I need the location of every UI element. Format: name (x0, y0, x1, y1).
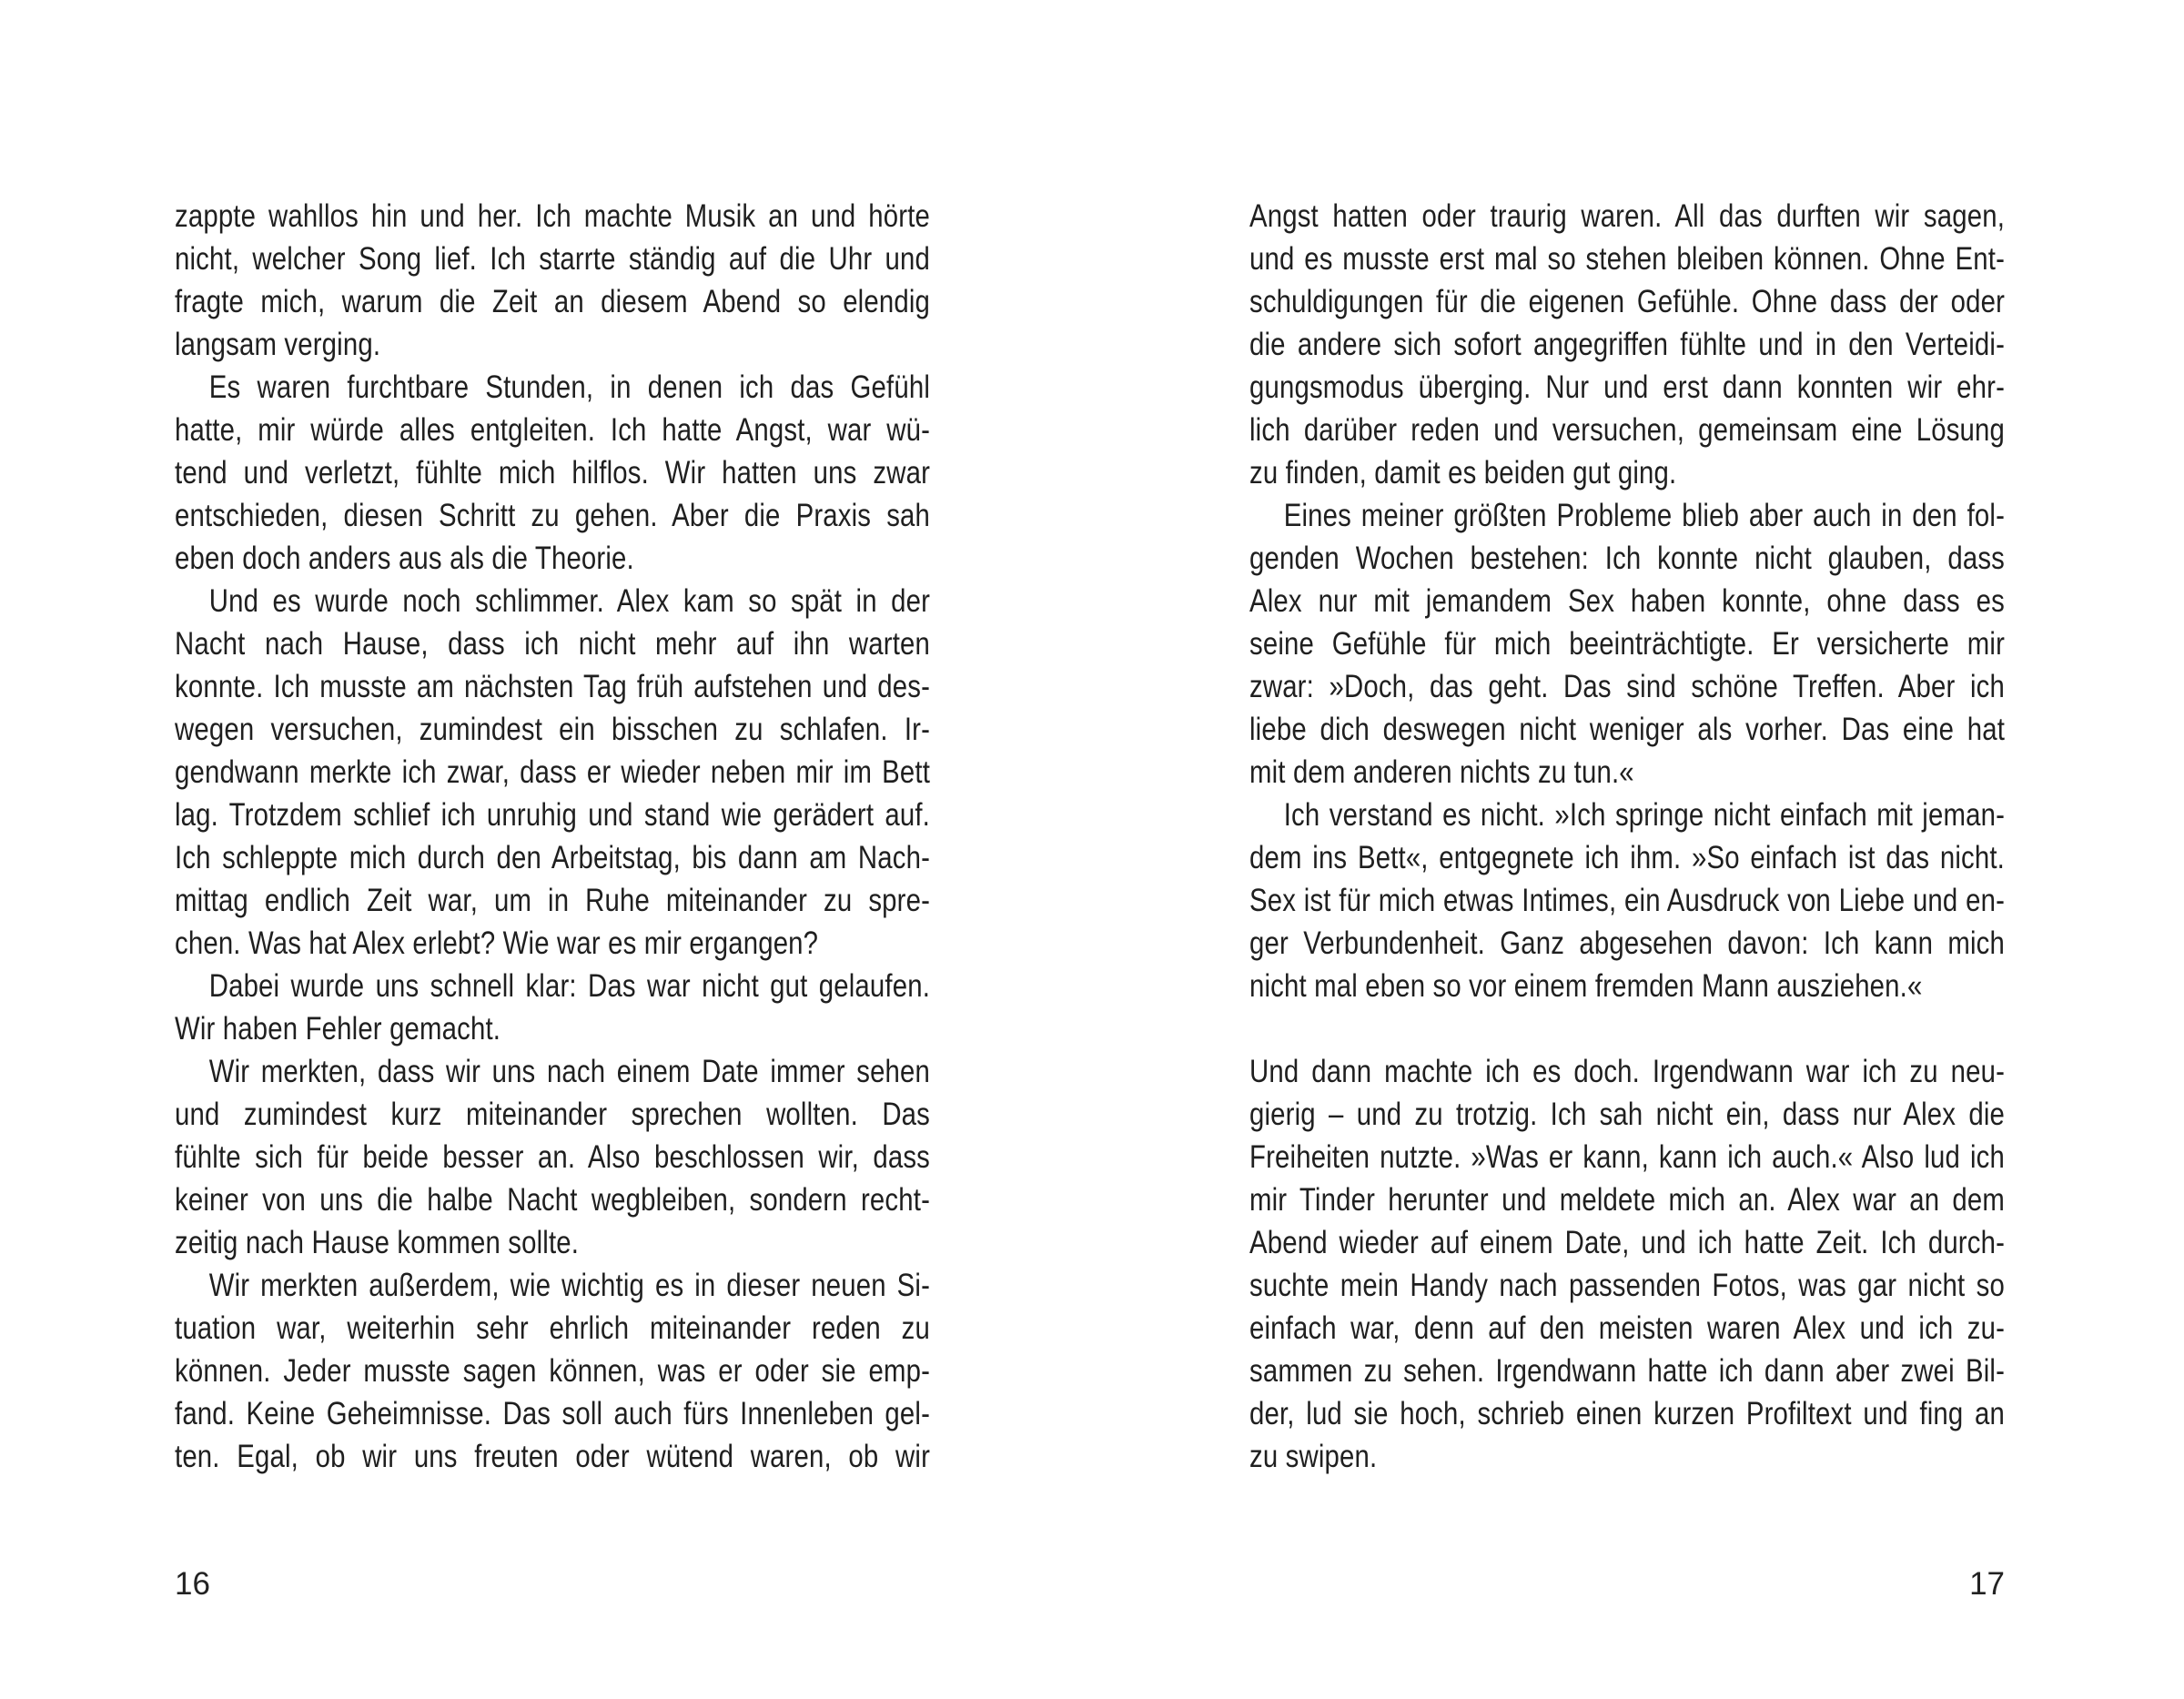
blank-line (1249, 1007, 2005, 1050)
text-line: konnte. Ich musste am nächsten Tag früh aufstehen und des- (175, 669, 931, 704)
text-line: lich darüber reden und versuchen, gemeinsam eine Lösung (1249, 412, 2006, 448)
text-line: dem ins Bett«, entgegnete ich ihm. »So einfach ist das nicht. (1249, 840, 2006, 875)
text-line: Es waren furchtbare Stunden, in denen ich das Gefühl (208, 369, 931, 405)
page-right-text-column (1249, 195, 2005, 1478)
text-line: Alex nur mit jemandem Sex haben konnte, ohne dass es (1249, 583, 2006, 619)
text-line: chen. Was hat Alex erlebt? Wie war es mir ergangen? (175, 925, 819, 961)
text-line: Freiheiten nutzte. »Was er kann, kann ich auch.« Also lud ich (1249, 1139, 2006, 1175)
text-line: nicht mal eben so vor einem fremden Mann ausziehen.« (1249, 968, 1923, 1004)
text-line: ten. Egal, ob wir uns freuten oder wütend waren, ob wir (175, 1439, 931, 1474)
text-line: hatte, mir würde alles entgleiten. Ich hatte Angst, war wü- (175, 412, 931, 448)
text-line: mittag endlich Zeit war, um in Ruhe miteinander zu spre- (175, 883, 931, 918)
page-right (1092, 0, 2184, 1699)
text-line: Ich verstand es nicht. »Ich springe nicht einfach mit jeman- (1283, 797, 2006, 833)
text-line: Eines meiner größten Probleme blieb aber auch in den fol- (1283, 498, 2006, 533)
text-line: Und dann machte ich es doch. Irgendwann war ich zu neu- (1249, 1054, 2006, 1089)
text-line: zwar: »Doch, das geht. Das sind schöne Treffen. Aber ich (1249, 669, 2006, 704)
page-number-left: 16 (175, 1566, 210, 1602)
text-line: Abend wieder auf einem Date, und ich hatte Zeit. Ich durch- (1249, 1225, 2006, 1260)
text-line: und zumindest kurz miteinander sprechen wollten. Das (175, 1097, 931, 1132)
text-line: mit dem anderen nichts zu tun.« (1249, 754, 1634, 790)
text-line: fragte mich, warum die Zeit an diesem Abend so elendig (175, 284, 931, 319)
text-line: einfach war, denn auf den meisten waren Alex und ich zu- (1249, 1310, 2006, 1346)
text-line: der, lud sie hoch, schrieb einen kurzen Profiltext und fing an (1249, 1396, 2006, 1431)
text-line: langsam verging. (175, 327, 381, 362)
text-line: gendwann merkte ich zwar, dass er wieder neben mir im Bett (175, 754, 931, 790)
text-line: tuation war, weiterhin sehr ehrlich miteinander reden zu (175, 1310, 931, 1346)
text-line: fühlte sich für beide besser an. Also beschlossen wir, dass (175, 1139, 931, 1175)
text-line: sammen zu sehen. Irgendwann hatte ich dann aber zwei Bil- (1249, 1353, 2006, 1389)
text-line: seine Gefühle für mich beeinträchtigte. Er versicherte mir (1249, 626, 2006, 662)
page-number-right: 17 (1969, 1566, 2005, 1602)
text-line: die andere sich sofort angegriffen fühlte und in den Verteidi- (1249, 327, 2006, 362)
text-line: Wir merkten außerdem, wie wichtig es in dieser neuen Si- (208, 1268, 931, 1303)
text-line: Nacht nach Hause, dass ich nicht mehr auf ihn warten (175, 626, 931, 662)
text-line: zu finden, damit es beiden gut ging. (1249, 455, 1677, 490)
text-line: nicht, welcher Song lief. Ich starrte ständig auf die Uhr und (175, 241, 931, 277)
text-line: Ich schleppte mich durch den Arbeitstag, bis dann am Nach- (175, 840, 931, 875)
text-line: genden Wochen bestehen: Ich konnte nicht glauben, dass (1249, 541, 2006, 576)
text-line: eben doch anders aus als die Theorie. (175, 541, 634, 576)
text-line: Angst hatten oder traurig waren. All das durften wir sagen, (1249, 198, 2006, 234)
text-line: mir Tinder herunter und meldete mich an. Alex war an dem (1249, 1182, 2006, 1218)
text-line: und es musste erst mal so stehen bleiben können. Ohne Ent- (1249, 241, 2006, 277)
text-line: ger Verbundenheit. Ganz abgesehen davon: Ich kann mich (1249, 925, 2006, 961)
text-line: Und es wurde noch schlimmer. Alex kam so spät in der (208, 583, 931, 619)
text-line: lag. Trotzdem schlief ich unruhig und stand wie gerädert auf. (175, 797, 931, 833)
text-line: zu swipen. (1249, 1439, 1378, 1474)
text-line: keiner von uns die halbe Nacht wegbleiben, sondern recht- (175, 1182, 931, 1218)
text-line: tend und verletzt, fühlte mich hilflos. Wir hatten uns zwar (175, 455, 931, 490)
page-left-text-column (175, 195, 930, 1478)
text-line: entschieden, diesen Schritt zu gehen. Aber die Praxis sah (175, 498, 931, 533)
text-line: liebe dich deswegen nicht weniger als vorher. Das eine hat (1249, 712, 2006, 747)
text-line: gierig – und zu trotzig. Ich sah nicht ein, dass nur Alex die (1249, 1097, 2006, 1132)
text-line: Sex ist für mich etwas Intimes, ein Ausdruck von Liebe und en- (1249, 883, 2006, 918)
text-line: suchte mein Handy nach passenden Fotos, was gar nicht so (1249, 1268, 2006, 1303)
text-line: schuldigungen für die eigenen Gefühle. Ohne dass der oder (1249, 284, 2006, 319)
text-line: zeitig nach Hause kommen sollte. (175, 1225, 580, 1260)
text-line: Wir haben Fehler gemacht. (175, 1011, 501, 1047)
text-line: wegen versuchen, zumindest ein bisschen zu schlafen. Ir- (175, 712, 931, 747)
text-line: Wir merkten, dass wir uns nach einem Date immer sehen (208, 1054, 931, 1089)
text-line: gungsmodus überging. Nur und erst dann konnten wir ehr- (1249, 369, 2006, 405)
text-line: zappte wahllos hin und her. Ich machte Musik an und hörte (175, 198, 931, 234)
text-line: fand. Keine Geheimnisse. Das soll auch fürs Innenleben gel- (175, 1396, 931, 1431)
text-line: können. Jeder musste sagen können, was er oder sie emp- (175, 1353, 931, 1389)
text-line: Dabei wurde uns schnell klar: Das war nicht gut gelaufen. (208, 968, 931, 1004)
